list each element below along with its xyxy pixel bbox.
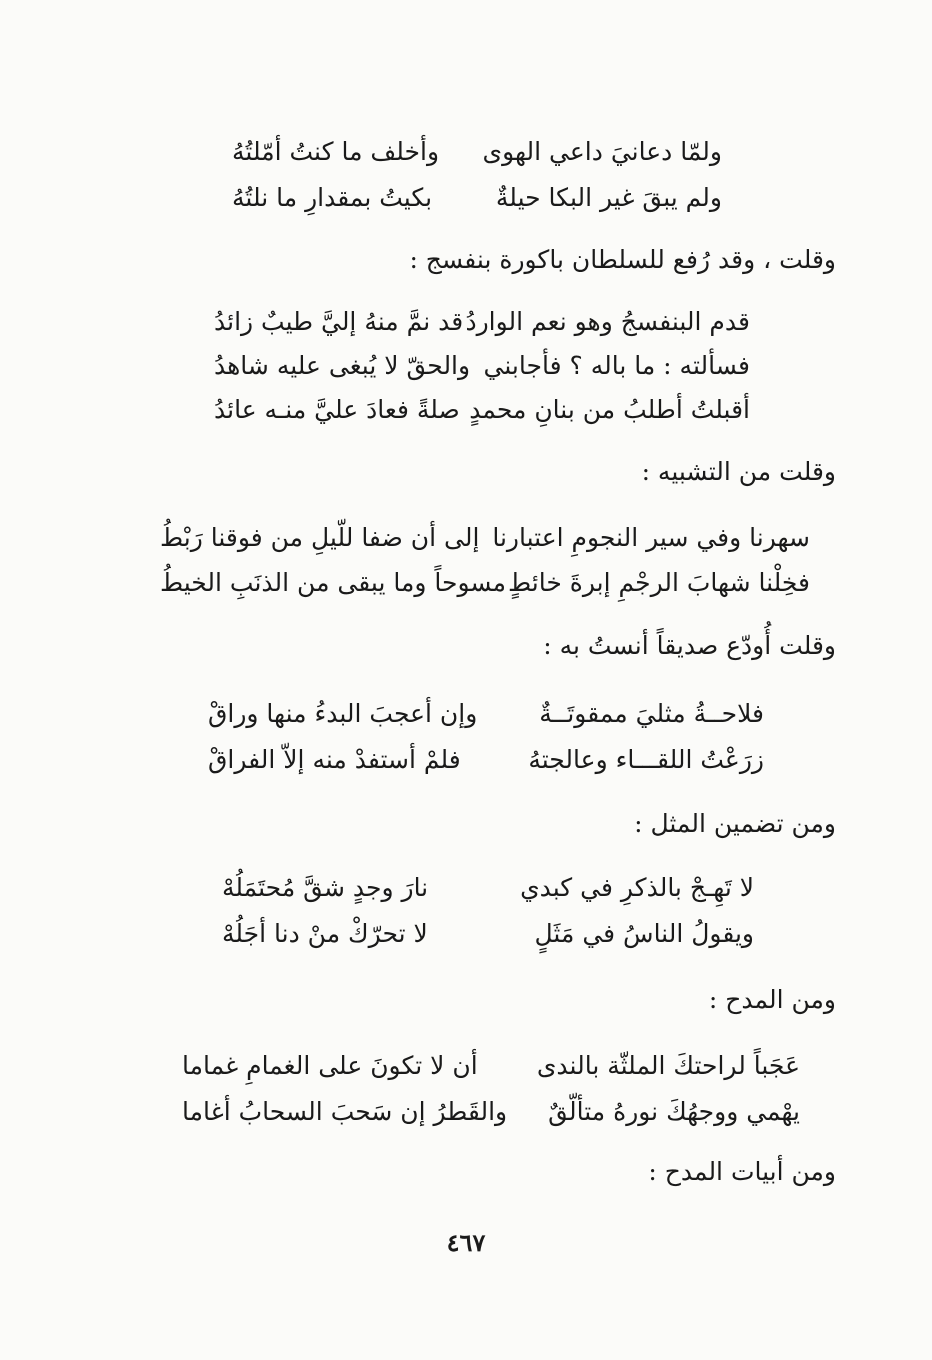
verse-second-hemistich: وإن أعجبَ البدءُ منها وراقْ — [208, 699, 478, 728]
section-intro: وقلت ، وقد رُفع للسلطان باكورة بنفسج : — [409, 245, 836, 274]
section-intro: وقلت أُودّع صديقاً أنستُ به : — [543, 631, 836, 660]
verse-first-hemistich: ولمّا دعانيَ داعي الهوى — [482, 137, 722, 166]
verse-line — [0, 302, 932, 342]
verse-second-hemistich: صلةً فعادَ عليَّ منـه عائدُ — [214, 395, 460, 424]
verse-line — [0, 1092, 932, 1132]
verse-second-hemistich: بكيتُ بمقدارِ ما نلتُهُ — [232, 183, 433, 212]
verse-line — [0, 740, 932, 780]
verse-line — [0, 178, 932, 218]
verse-line — [0, 868, 932, 908]
verse-second-hemistich: أن لا تكونَ على الغمامِ غماما — [182, 1051, 478, 1080]
verse-first-hemistich: ولم يبقَ غير البكا حيلةٌ — [495, 183, 722, 212]
verse-first-hemistich: يهْمي ووجهُكَ نورهُ متألّقٌ — [548, 1097, 800, 1126]
verse-second-hemistich: مسوحاً وما يبقى من الذنَبِ الخيطُ — [160, 568, 507, 597]
verse-second-hemistich: قد نمَّ منهُ إليَّ طيبٌ زائدُ — [214, 307, 464, 336]
verse-second-hemistich: والقَطرُ إن سَحبَ السحابُ أغاما — [182, 1097, 508, 1126]
verse-first-hemistich: أقبلتُ أطلبُ من بنانِ محمدٍ — [469, 395, 750, 424]
verse-first-hemistich: ويقولُ الناسُ في مَثَلٍ — [534, 919, 754, 948]
verse-line — [0, 1046, 932, 1086]
verse-line — [0, 518, 932, 558]
section-intro: ومن أبيات المدح : — [648, 1157, 836, 1186]
verse-second-hemistich: لا تحرّكْ منْ دنا أجَلُهْ — [222, 919, 428, 948]
verse-first-hemistich: سهرنا وفي سير النجومِ اعتبارنا — [492, 523, 810, 552]
verse-second-hemistich: وأخلف ما كنتُ أمّلتُهُ — [232, 137, 440, 166]
verse-line — [0, 132, 932, 172]
verse-first-hemistich: فخِلْنا شهابَ الرجْمِ إبرةَ خائطٍ — [508, 568, 810, 597]
verse-line — [0, 346, 932, 386]
page-number: ٤٦٧ — [446, 1228, 486, 1257]
verse-second-hemistich: فلمْ أستفدْ منه إلاّ الفراقْ — [208, 745, 461, 774]
verse-first-hemistich: لا تَهِـجْ بالذكرِ في كبدي — [520, 873, 754, 902]
verse-line — [0, 563, 932, 603]
verse-first-hemistich: فلاحــةُ مثليَ ممقوتَــةٌ — [539, 699, 764, 728]
verse-first-hemistich: فسألته : ما باله ؟ فأجابني — [483, 351, 750, 380]
section-intro: ومن المدح : — [708, 985, 836, 1014]
section-intro: وقلت من التشبيه : — [641, 457, 836, 486]
section-intro: ومن تضمين المثل : — [634, 809, 836, 838]
verse-first-hemistich: قدم البنفسجُ وهو نعم الواردُ — [465, 307, 750, 336]
verse-line — [0, 694, 932, 734]
verse-second-hemistich: والحقّ لا يُبغى عليه شاهدُ — [214, 351, 471, 380]
verse-second-hemistich: نارَ وجدٍ شقَّ مُحتَمَلُهْ — [222, 873, 429, 902]
verse-line — [0, 914, 932, 954]
verse-first-hemistich: زرَعْتُ اللقـــاء وعالجتهُ — [528, 745, 764, 774]
verse-first-hemistich: عَجَباً لراحتكَ الملثّة بالندى — [536, 1051, 800, 1080]
verse-second-hemistich: إلى أن ضفا للّيلِ من فوقنا رَبْطُ — [160, 523, 480, 552]
verse-line — [0, 390, 932, 430]
